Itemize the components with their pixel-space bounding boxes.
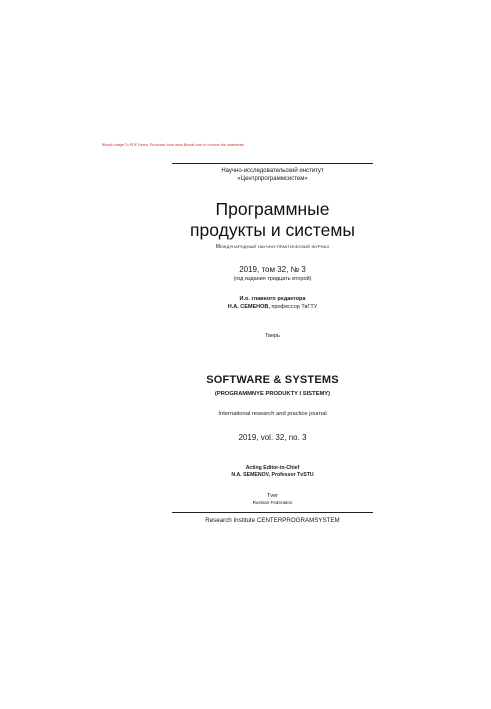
city-ru: Тверь xyxy=(265,333,280,339)
journal-title-ru xyxy=(172,199,373,241)
watermark-text: Bloodt Image To PDF Demo. Purchase from www.Bloodt.com to remove the watermark xyxy=(102,143,245,147)
journal-subtitle-en: (PROGRAMMNYE PRODUKTY I SISTEMY) xyxy=(214,391,331,397)
institute-name-ru xyxy=(172,167,373,183)
editor-title-ru: И.о. главного редактора xyxy=(239,296,306,302)
institute-name-en: Research Institute CENTERPROGRAMSYSTEM xyxy=(205,517,340,524)
institute-line-2: «Центрпрограммсистем» xyxy=(237,176,308,182)
title-ru-line-1: Программные xyxy=(215,199,330,219)
editor-name-ru: Н.А. СЕМЕНОВ, xyxy=(227,304,270,310)
journal-type-en: International research and practice journal xyxy=(218,411,327,417)
city-en: Tver xyxy=(267,493,278,499)
issue-en: 2019, vol. 32, no. 3 xyxy=(238,433,307,442)
journal-subtitle-ru: Международный научно-практический журнал xyxy=(215,244,330,250)
country-en: Russian Federation xyxy=(252,500,293,505)
institute-line-1: Научно-исследовательский институт xyxy=(221,168,324,174)
title-ru-line-2: продукты и системы xyxy=(190,220,355,240)
issue-ru: 2019, том 32, № 3 xyxy=(239,265,306,274)
editor-title-en: Acting Editor-in-Chief xyxy=(245,465,300,471)
journal-title-en: SOFTWARE & SYSTEMS xyxy=(206,374,339,386)
editor-name-en: N.A. SEMENOV, Professor TvSTU xyxy=(231,472,314,478)
year-note-ru: (год издания тридцать второй) xyxy=(233,276,312,282)
bottom-divider xyxy=(172,512,373,513)
top-divider xyxy=(172,163,373,164)
editor-line-ru xyxy=(172,304,373,310)
editor-degree-ru: профессор ТвГТУ xyxy=(269,304,318,310)
